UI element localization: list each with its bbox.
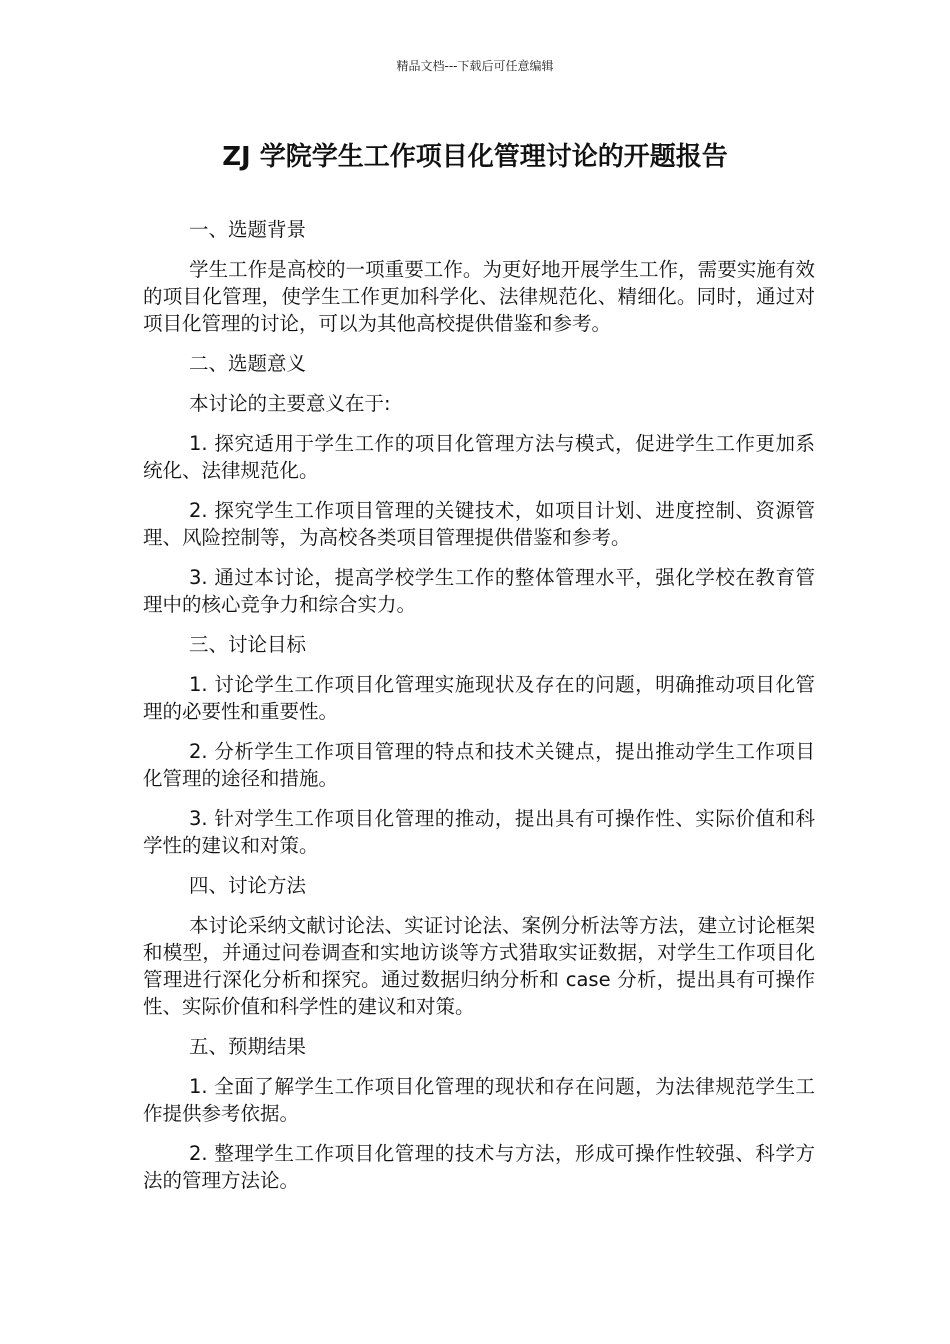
list-item-goal-2: 2. 分析学生工作项目管理的特点和技术关键点，提出推动学生工作项目化管理的途径和措施。 <box>143 740 815 790</box>
document-title: ZJ 学院学生工作项目化管理讨论的开题报告 <box>222 142 728 172</box>
list-item-significance-3: 3. 通过本讨论，提高学校学生工作的整体管理水平，强化学校在教育管理中的核心竞争力和综合实力。 <box>143 566 815 616</box>
document-body <box>143 216 815 1207</box>
page-header-note: 精品文档---下载后可任意编辑 <box>396 59 554 73</box>
section-heading-significance: 二、选题意义 <box>189 352 307 375</box>
list-item-goal-3: 3. 针对学生工作项目化管理的推动，提出具有可操作性、实际价值和科学性的建议和对策。 <box>143 807 815 857</box>
list-item-significance-2: 2. 探究学生工作项目管理的关键技术，如项目计划、进度控制、资源管理、风险控制等，为高校各类项目管理提供借鉴和参考。 <box>143 499 815 549</box>
section-heading-methods: 四、讨论方法 <box>189 874 307 897</box>
list-item-goal-1: 1. 讨论学生工作项目化管理实施现状及存在的问题，明确推动项目化管理的必要性和重要性。 <box>143 673 815 723</box>
paragraph-significance-intro: 本讨论的主要意义在于: <box>189 392 391 415</box>
list-item-significance-1: 1. 探究适用于学生工作的项目化管理方法与模式，促进学生工作更加系统化、法律规范化。 <box>143 432 815 482</box>
section-heading-expected-results: 五、预期结果 <box>189 1035 307 1058</box>
section-heading-background: 一、选题背景 <box>189 218 307 241</box>
paragraph-background: 学生工作是高校的一项重要工作。为更好地开展学生工作，需要实施有效的项目化管理，使学生工作更加科学化、法律规范化、精细化。同时，通过对项目化管理的讨论，可以为其他高校提供借鉴和参考。 <box>143 258 815 335</box>
list-item-result-1: 1. 全面了解学生工作项目化管理的现状和存在问题，为法律规范学生工作提供参考依据。 <box>143 1075 815 1125</box>
section-heading-goals: 三、讨论目标 <box>189 633 307 656</box>
list-item-result-2: 2. 整理学生工作项目化管理的技术与方法，形成可操作性较强、科学方法的管理方法论。 <box>143 1142 815 1192</box>
paragraph-methods: 本讨论采纳文献讨论法、实证讨论法、案例分析法等方法，建立讨论框架和模型，并通过问卷调查和实地访谈等方式猎取实证数据，对学生工作项目化管理进行深化分析和探究。通过数据归纳分析和 case 分析，提出具有可操作性、实际价值和科学性的建议和对策。 <box>143 914 815 1018</box>
